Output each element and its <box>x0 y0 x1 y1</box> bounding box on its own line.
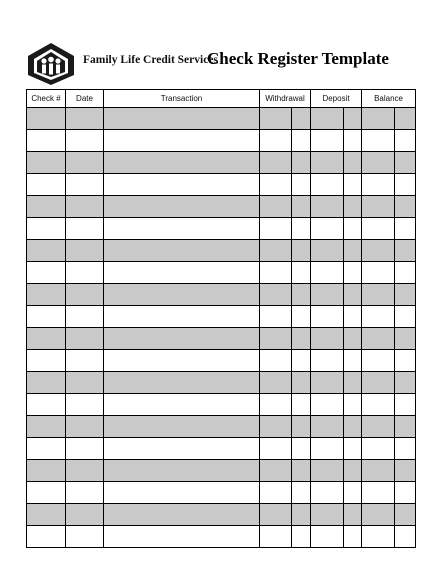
deposit-cents-cell[interactable] <box>344 130 362 152</box>
date-cell[interactable] <box>66 350 104 372</box>
balance-dollars-cell[interactable] <box>362 130 395 152</box>
withdrawal-cents-cell[interactable] <box>292 482 311 504</box>
balance-dollars-cell[interactable] <box>362 240 395 262</box>
date-cell[interactable] <box>66 372 104 394</box>
withdrawal-dollars-cell[interactable] <box>260 284 292 306</box>
check-number-cell[interactable] <box>27 196 66 218</box>
deposit-dollars-cell[interactable] <box>311 328 344 350</box>
deposit-dollars-cell[interactable] <box>311 372 344 394</box>
table-row <box>27 394 416 416</box>
deposit-cents-cell[interactable] <box>344 350 362 372</box>
transaction-cell[interactable] <box>104 130 260 152</box>
withdrawal-dollars-cell[interactable] <box>260 196 292 218</box>
withdrawal-cents-cell[interactable] <box>292 372 311 394</box>
page-title: Check Register Template <box>207 49 389 68</box>
balance-dollars-cell[interactable] <box>362 174 395 196</box>
withdrawal-cents-cell[interactable] <box>292 108 311 130</box>
withdrawal-cents-cell[interactable] <box>292 152 311 174</box>
deposit-dollars-cell[interactable] <box>311 504 344 526</box>
deposit-cents-cell[interactable] <box>344 196 362 218</box>
table-row <box>27 438 416 460</box>
table-row <box>27 372 416 394</box>
deposit-cents-cell[interactable] <box>344 218 362 240</box>
date-cell[interactable] <box>66 284 104 306</box>
organization-name: Family Life Credit Services <box>83 54 218 66</box>
date-cell[interactable] <box>66 526 104 548</box>
transaction-cell[interactable] <box>104 416 260 438</box>
balance-cents-cell[interactable] <box>395 196 416 218</box>
register-rows <box>27 108 416 548</box>
transaction-cell[interactable] <box>104 350 260 372</box>
table-row <box>27 416 416 438</box>
table-row <box>27 482 416 504</box>
balance-dollars-cell[interactable] <box>362 526 395 548</box>
withdrawal-dollars-cell[interactable] <box>260 306 292 328</box>
transaction-cell[interactable] <box>104 460 260 482</box>
balance-cents-cell[interactable] <box>395 394 416 416</box>
balance-cents-cell[interactable] <box>395 482 416 504</box>
date-cell[interactable] <box>66 306 104 328</box>
balance-dollars-cell[interactable] <box>362 482 395 504</box>
date-cell[interactable] <box>66 174 104 196</box>
deposit-dollars-cell[interactable] <box>311 152 344 174</box>
withdrawal-cents-cell[interactable] <box>292 526 311 548</box>
balance-cents-cell[interactable] <box>395 350 416 372</box>
check-number-cell[interactable] <box>27 240 66 262</box>
withdrawal-dollars-cell[interactable] <box>260 152 292 174</box>
date-cell[interactable] <box>66 262 104 284</box>
deposit-dollars-cell[interactable] <box>311 130 344 152</box>
house-family-logo-icon <box>26 42 76 86</box>
balance-cents-cell[interactable] <box>395 438 416 460</box>
deposit-cents-cell[interactable] <box>344 504 362 526</box>
transaction-cell[interactable] <box>104 306 260 328</box>
balance-cents-cell[interactable] <box>395 504 416 526</box>
transaction-cell[interactable] <box>104 108 260 130</box>
transaction-cell[interactable] <box>104 174 260 196</box>
deposit-cents-cell[interactable] <box>344 372 362 394</box>
date-cell[interactable] <box>66 108 104 130</box>
table-row <box>27 504 416 526</box>
check-number-cell[interactable] <box>27 416 66 438</box>
balance-cents-cell[interactable] <box>395 372 416 394</box>
check-register-table <box>26 89 416 548</box>
date-cell[interactable] <box>66 240 104 262</box>
table-row <box>27 460 416 482</box>
withdrawal-dollars-cell[interactable] <box>260 108 292 130</box>
check-number-cell[interactable] <box>27 152 66 174</box>
withdrawal-dollars-cell[interactable] <box>260 438 292 460</box>
deposit-dollars-cell[interactable] <box>311 438 344 460</box>
check-number-cell[interactable] <box>27 438 66 460</box>
balance-cents-cell[interactable] <box>395 262 416 284</box>
balance-cents-cell[interactable] <box>395 416 416 438</box>
withdrawal-dollars-cell[interactable] <box>260 504 292 526</box>
table-row <box>27 350 416 372</box>
check-number-cell[interactable] <box>27 350 66 372</box>
column-header-check-number: Check # <box>27 90 66 108</box>
check-number-cell[interactable] <box>27 526 66 548</box>
transaction-cell[interactable] <box>104 526 260 548</box>
withdrawal-cents-cell[interactable] <box>292 416 311 438</box>
balance-dollars-cell[interactable] <box>362 460 395 482</box>
balance-dollars-cell[interactable] <box>362 218 395 240</box>
deposit-cents-cell[interactable] <box>344 482 362 504</box>
withdrawal-cents-cell[interactable] <box>292 130 311 152</box>
deposit-dollars-cell[interactable] <box>311 350 344 372</box>
document-header <box>26 40 416 86</box>
column-header-withdrawal: Withdrawal <box>260 90 311 108</box>
date-cell[interactable] <box>66 328 104 350</box>
transaction-cell[interactable] <box>104 328 260 350</box>
date-cell[interactable] <box>66 460 104 482</box>
withdrawal-cents-cell[interactable] <box>292 306 311 328</box>
table-header-row <box>27 90 416 108</box>
table-row <box>27 284 416 306</box>
balance-cents-cell[interactable] <box>395 306 416 328</box>
deposit-dollars-cell[interactable] <box>311 218 344 240</box>
date-cell[interactable] <box>66 482 104 504</box>
withdrawal-cents-cell[interactable] <box>292 196 311 218</box>
transaction-cell[interactable] <box>104 372 260 394</box>
date-cell[interactable] <box>66 416 104 438</box>
balance-dollars-cell[interactable] <box>362 416 395 438</box>
withdrawal-cents-cell[interactable] <box>292 262 311 284</box>
check-number-cell[interactable] <box>27 482 66 504</box>
withdrawal-cents-cell[interactable] <box>292 460 311 482</box>
deposit-cents-cell[interactable] <box>344 284 362 306</box>
balance-cents-cell[interactable] <box>395 460 416 482</box>
check-number-cell[interactable] <box>27 394 66 416</box>
table-row <box>27 526 416 548</box>
balance-dollars-cell[interactable] <box>362 262 395 284</box>
transaction-cell[interactable] <box>104 240 260 262</box>
check-number-cell[interactable] <box>27 108 66 130</box>
balance-cents-cell[interactable] <box>395 130 416 152</box>
table-row <box>27 130 416 152</box>
deposit-dollars-cell[interactable] <box>311 394 344 416</box>
balance-dollars-cell[interactable] <box>362 284 395 306</box>
table-row <box>27 196 416 218</box>
deposit-cents-cell[interactable] <box>344 108 362 130</box>
balance-cents-cell[interactable] <box>395 328 416 350</box>
balance-cents-cell[interactable] <box>395 526 416 548</box>
table-row <box>27 328 416 350</box>
deposit-cents-cell[interactable] <box>344 526 362 548</box>
date-cell[interactable] <box>66 130 104 152</box>
deposit-dollars-cell[interactable] <box>311 460 344 482</box>
table-row <box>27 174 416 196</box>
column-header-balance: Balance <box>362 90 416 108</box>
balance-dollars-cell[interactable] <box>362 372 395 394</box>
balance-cents-cell[interactable] <box>395 152 416 174</box>
transaction-cell[interactable] <box>104 482 260 504</box>
balance-cents-cell[interactable] <box>395 284 416 306</box>
withdrawal-dollars-cell[interactable] <box>260 350 292 372</box>
deposit-cents-cell[interactable] <box>344 394 362 416</box>
transaction-cell[interactable] <box>104 152 260 174</box>
withdrawal-cents-cell[interactable] <box>292 438 311 460</box>
deposit-cents-cell[interactable] <box>344 416 362 438</box>
check-number-cell[interactable] <box>27 174 66 196</box>
date-cell[interactable] <box>66 394 104 416</box>
check-number-cell[interactable] <box>27 372 66 394</box>
table-row <box>27 108 416 130</box>
withdrawal-cents-cell[interactable] <box>292 218 311 240</box>
transaction-cell[interactable] <box>104 504 260 526</box>
transaction-cell[interactable] <box>104 284 260 306</box>
transaction-cell[interactable] <box>104 218 260 240</box>
withdrawal-dollars-cell[interactable] <box>260 174 292 196</box>
date-cell[interactable] <box>66 196 104 218</box>
balance-dollars-cell[interactable] <box>362 196 395 218</box>
deposit-cents-cell[interactable] <box>344 174 362 196</box>
transaction-cell[interactable] <box>104 394 260 416</box>
deposit-dollars-cell[interactable] <box>311 284 344 306</box>
transaction-cell[interactable] <box>104 196 260 218</box>
balance-cents-cell[interactable] <box>395 240 416 262</box>
date-cell[interactable] <box>66 218 104 240</box>
balance-dollars-cell[interactable] <box>362 350 395 372</box>
withdrawal-dollars-cell[interactable] <box>260 394 292 416</box>
withdrawal-cents-cell[interactable] <box>292 504 311 526</box>
date-cell[interactable] <box>66 152 104 174</box>
withdrawal-cents-cell[interactable] <box>292 394 311 416</box>
deposit-dollars-cell[interactable] <box>311 262 344 284</box>
deposit-dollars-cell[interactable] <box>311 482 344 504</box>
deposit-cents-cell[interactable] <box>344 460 362 482</box>
deposit-dollars-cell[interactable] <box>311 196 344 218</box>
table-row <box>27 262 416 284</box>
check-number-cell[interactable] <box>27 328 66 350</box>
withdrawal-dollars-cell[interactable] <box>260 526 292 548</box>
deposit-dollars-cell[interactable] <box>311 306 344 328</box>
withdrawal-cents-cell[interactable] <box>292 284 311 306</box>
check-number-cell[interactable] <box>27 218 66 240</box>
deposit-dollars-cell[interactable] <box>311 240 344 262</box>
check-number-cell[interactable] <box>27 284 66 306</box>
check-number-cell[interactable] <box>27 262 66 284</box>
withdrawal-cents-cell[interactable] <box>292 350 311 372</box>
balance-dollars-cell[interactable] <box>362 328 395 350</box>
table-row <box>27 218 416 240</box>
withdrawal-dollars-cell[interactable] <box>260 240 292 262</box>
date-cell[interactable] <box>66 438 104 460</box>
withdrawal-dollars-cell[interactable] <box>260 372 292 394</box>
withdrawal-dollars-cell[interactable] <box>260 262 292 284</box>
balance-dollars-cell[interactable] <box>362 108 395 130</box>
table-row <box>27 240 416 262</box>
transaction-cell[interactable] <box>104 438 260 460</box>
deposit-cents-cell[interactable] <box>344 152 362 174</box>
balance-cents-cell[interactable] <box>395 218 416 240</box>
deposit-cents-cell[interactable] <box>344 438 362 460</box>
deposit-cents-cell[interactable] <box>344 262 362 284</box>
balance-dollars-cell[interactable] <box>362 306 395 328</box>
column-header-transaction: Transaction <box>104 90 260 108</box>
deposit-dollars-cell[interactable] <box>311 526 344 548</box>
balance-cents-cell[interactable] <box>395 108 416 130</box>
table-row <box>27 306 416 328</box>
transaction-cell[interactable] <box>104 262 260 284</box>
balance-dollars-cell[interactable] <box>362 438 395 460</box>
withdrawal-dollars-cell[interactable] <box>260 416 292 438</box>
deposit-cents-cell[interactable] <box>344 240 362 262</box>
balance-dollars-cell[interactable] <box>362 394 395 416</box>
withdrawal-cents-cell[interactable] <box>292 328 311 350</box>
column-header-deposit: Deposit <box>311 90 362 108</box>
withdrawal-dollars-cell[interactable] <box>260 328 292 350</box>
withdrawal-dollars-cell[interactable] <box>260 130 292 152</box>
deposit-cents-cell[interactable] <box>344 328 362 350</box>
balance-dollars-cell[interactable] <box>362 504 395 526</box>
withdrawal-dollars-cell[interactable] <box>260 460 292 482</box>
balance-dollars-cell[interactable] <box>362 152 395 174</box>
check-number-cell[interactable] <box>27 130 66 152</box>
column-header-date: Date <box>66 90 104 108</box>
withdrawal-cents-cell[interactable] <box>292 240 311 262</box>
check-number-cell[interactable] <box>27 504 66 526</box>
table-row <box>27 152 416 174</box>
date-cell[interactable] <box>66 504 104 526</box>
deposit-dollars-cell[interactable] <box>311 108 344 130</box>
balance-cents-cell[interactable] <box>395 174 416 196</box>
deposit-dollars-cell[interactable] <box>311 174 344 196</box>
withdrawal-dollars-cell[interactable] <box>260 218 292 240</box>
deposit-dollars-cell[interactable] <box>311 416 344 438</box>
withdrawal-dollars-cell[interactable] <box>260 482 292 504</box>
deposit-cents-cell[interactable] <box>344 306 362 328</box>
check-number-cell[interactable] <box>27 460 66 482</box>
check-number-cell[interactable] <box>27 306 66 328</box>
withdrawal-cents-cell[interactable] <box>292 174 311 196</box>
